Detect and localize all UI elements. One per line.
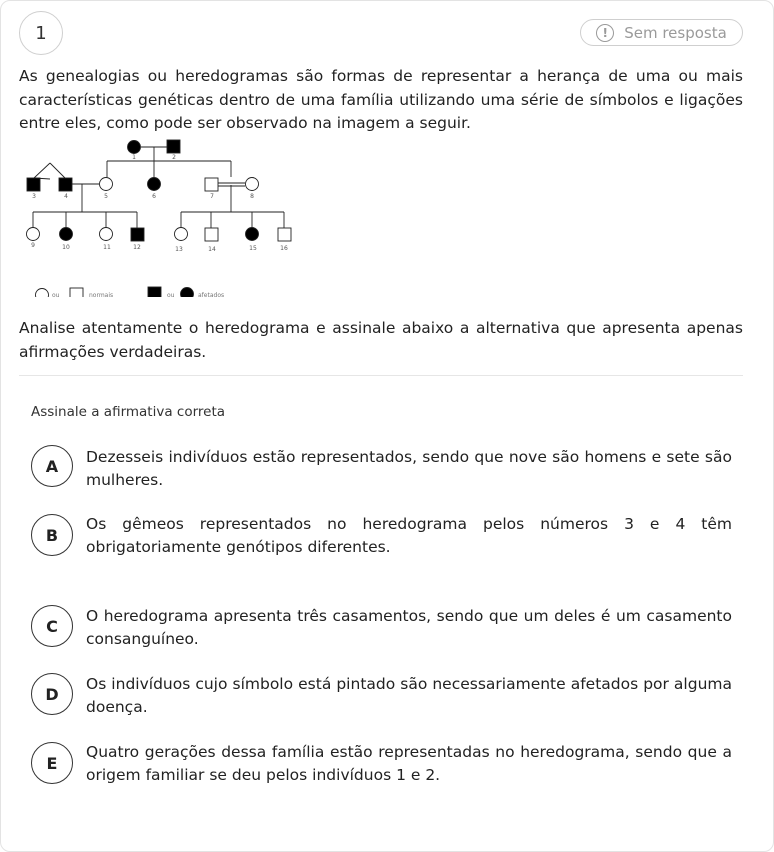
pedigree-individual-15 xyxy=(246,228,259,241)
pedigree-individual-2 xyxy=(167,140,180,153)
pedigree-individual-14 xyxy=(205,228,218,241)
option-text[interactable]: Quatro gerações dessa família estão representadas no heredograma, sendo que a origem familiar se deu pelos indivíduos 1 e 2. xyxy=(86,743,732,784)
alert-icon: ! xyxy=(596,24,614,42)
legend-normal-text: normais xyxy=(89,292,114,297)
legend-affected-text: afetados xyxy=(198,292,225,297)
option-letter[interactable]: D xyxy=(31,673,73,715)
pedigree-label: 7 xyxy=(210,193,214,200)
option-text[interactable]: Os gêmeos representados no heredograma pelos números 3 e 4 têm obrigatoriamente genótipos diferentes. xyxy=(86,515,732,556)
pedigree-individual-5 xyxy=(100,178,113,191)
pedigree-individual-3 xyxy=(27,178,40,191)
status-label: Sem resposta xyxy=(624,23,727,42)
legend-affected-male xyxy=(148,287,161,297)
option-b[interactable] xyxy=(31,514,733,560)
pedigree-label: 15 xyxy=(249,245,257,252)
pedigree-label: 1 xyxy=(132,154,136,161)
pedigree-label: 13 xyxy=(175,246,183,253)
option-letter[interactable]: B xyxy=(31,514,73,556)
pedigree-label: 6 xyxy=(152,193,156,200)
option-letter[interactable]: E xyxy=(31,742,73,784)
option-text[interactable]: O heredograma apresenta três casamentos, sendo que um deles é um casamento consanguíneo. xyxy=(86,607,732,648)
pedigree-individual-12 xyxy=(131,228,144,241)
option-d[interactable] xyxy=(31,673,733,719)
pedigree-label: 5 xyxy=(104,193,108,200)
divider xyxy=(19,375,743,376)
legend-normal-female xyxy=(36,289,49,298)
option-text[interactable]: Dezesseis indivíduos estão representados, sendo que nove são homens e sete são mulheres. xyxy=(86,448,732,489)
question-statement: As genealogias ou heredogramas são formas de representar a herança de uma ou mais características genéticas dentro de uma família utilizando uma série de símbolos e ligações entre eles, como pode ser observado na imagem a seguir. xyxy=(19,67,743,132)
pedigree-individual-1 xyxy=(128,141,141,154)
pedigree-individual-10 xyxy=(60,228,73,241)
pedigree-label: 10 xyxy=(62,244,70,251)
legend-or-text: ou xyxy=(167,292,175,297)
option-e[interactable] xyxy=(31,742,733,788)
question-instruction: Analise atentamente o heredograma e assinale abaixo a alternativa que apresenta apenas afirmações verdadeiras. xyxy=(19,319,743,361)
option-letter[interactable]: C xyxy=(31,605,73,647)
question-number: 1 xyxy=(19,11,63,55)
option-text[interactable]: Os indivíduos cujo símbolo está pintado são necessariamente afetados por alguma doença. xyxy=(86,675,732,716)
pedigree-individual-16 xyxy=(278,228,291,241)
option-c[interactable] xyxy=(31,605,733,651)
pedigree-label: 12 xyxy=(133,244,141,251)
legend-normal-male xyxy=(70,288,83,297)
answer-prompt: Assinale a afirmativa correta xyxy=(31,404,226,420)
pedigree-label: 9 xyxy=(31,242,35,249)
pedigree-label: 2 xyxy=(172,154,176,161)
pedigree-individual-6 xyxy=(148,178,161,191)
option-letter[interactable]: A xyxy=(31,445,73,487)
pedigree-label: 3 xyxy=(32,193,36,200)
status-badge xyxy=(580,19,743,46)
legend-or-text: ou xyxy=(52,292,60,297)
option-a[interactable] xyxy=(31,445,733,491)
pedigree-individual-11 xyxy=(100,228,113,241)
pedigree-individual-7 xyxy=(205,178,218,191)
pedigree-label: 14 xyxy=(208,246,216,253)
pedigree-individual-4 xyxy=(59,178,72,191)
pedigree-individual-13 xyxy=(175,228,188,241)
pedigree-individual-8 xyxy=(246,178,259,191)
pedigree-label: 16 xyxy=(280,245,288,252)
pedigree-label: 4 xyxy=(64,193,68,200)
pedigree-figure xyxy=(19,137,309,297)
pedigree-label: 11 xyxy=(103,244,111,251)
pedigree-label: 8 xyxy=(250,193,254,200)
legend-affected-female xyxy=(181,288,194,298)
pedigree-individual-9 xyxy=(27,228,40,241)
